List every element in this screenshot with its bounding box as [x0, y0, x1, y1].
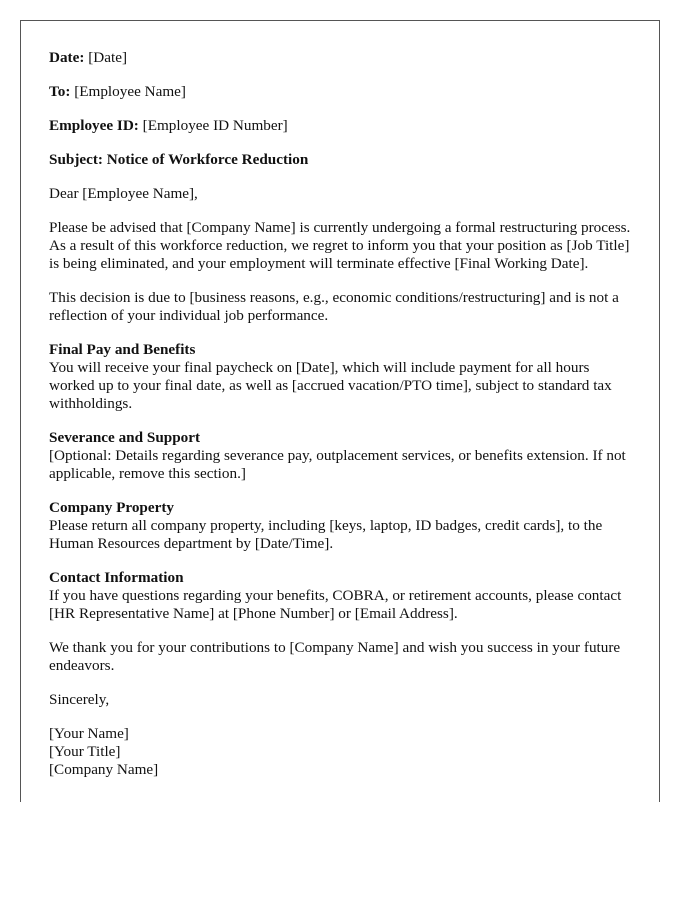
reason-paragraph: This decision is due to [business reasons, e.g., economic conditions/restructuring] and is not a reflection of your individual job performance. [49, 289, 619, 324]
section-title: Final Pay and Benefits [49, 341, 196, 358]
subject-line: Subject: Notice of Workforce Reduction [49, 151, 309, 168]
section-final-pay [49, 341, 631, 413]
section-title: Company Property [49, 499, 175, 516]
section-contact-information [49, 569, 631, 623]
section-body: [Optional: Details regarding severance pay, outplacement services, or benefits extension. If not applicable, remove this section.] [49, 447, 626, 482]
to-value: [Employee Name] [74, 83, 186, 100]
signature-block [49, 725, 631, 779]
section-body: Please return all company property, including [keys, laptop, ID badges, credit cards], to the Human Resources department by [Date/Time]. [49, 517, 603, 552]
to-label: To: [49, 83, 71, 100]
section-body: You will receive your final paycheck on [Date], which will include payment for all hours worked up to your final date, as well as [accrued vacation/PTO time], subject to standard tax withholdings. [49, 359, 612, 412]
section-title: Contact Information [49, 569, 184, 586]
date-line [49, 49, 631, 67]
employee-id-label: Employee ID: [49, 117, 139, 134]
section-company-property [49, 499, 631, 553]
salutation: Dear [Employee Name], [49, 185, 198, 202]
signature-name: [Your Name] [49, 725, 129, 742]
section-body: If you have questions regarding your benefits, COBRA, or retirement accounts, please contact [HR Representative Name] at [Phone Number] or [Email Address]. [49, 587, 622, 622]
employee-id-line [49, 117, 631, 135]
letter-page [20, 20, 660, 802]
sign-off: Sincerely, [49, 691, 110, 708]
signature-title: [Your Title] [49, 743, 121, 760]
signature-company: [Company Name] [49, 761, 159, 778]
section-title: Severance and Support [49, 429, 201, 446]
intro-paragraph: Please be advised that [Company Name] is currently undergoing a formal restructuring process. As a result of this workforce reduction, we regret to inform you that your position as [Job Title] is being eliminated, and your employment will terminate effective [Final Working Date]. [49, 219, 631, 272]
to-line [49, 83, 631, 101]
employee-id-value: [Employee ID Number] [142, 117, 288, 134]
section-severance [49, 429, 631, 483]
date-value: [Date] [88, 49, 128, 66]
date-label: Date: [49, 49, 85, 66]
closing-paragraph: We thank you for your contributions to [Company Name] and wish you success in your future endeavors. [49, 639, 621, 674]
